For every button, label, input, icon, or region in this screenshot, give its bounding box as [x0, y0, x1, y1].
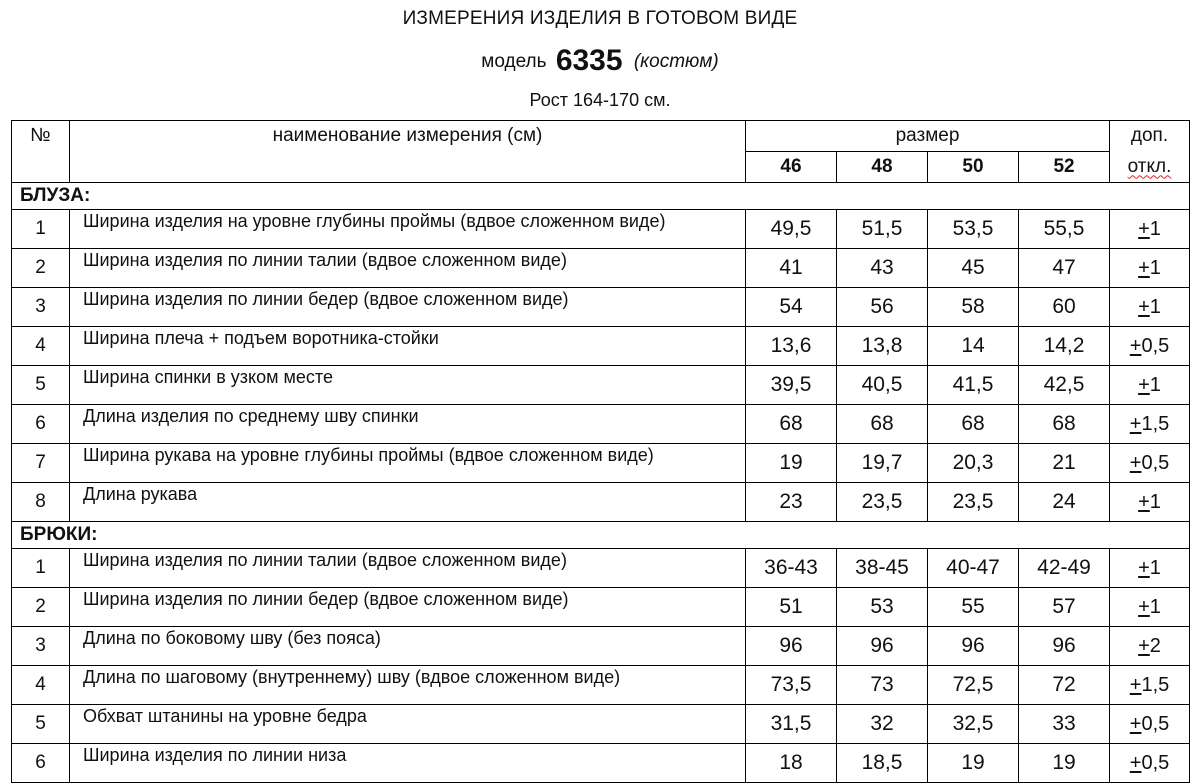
column-header-deviation: доп.: [1110, 121, 1190, 152]
deviation-number: 1: [1149, 596, 1161, 618]
plus-minus-sign: +: [1129, 335, 1142, 357]
height-range: Рост 164-170 см.: [529, 90, 671, 110]
table-row: [12, 366, 1190, 405]
measurement-name: Ширина изделия по линии бедер (вдвое сложенном виде): [70, 288, 746, 327]
deviation-value: [1110, 327, 1190, 366]
size-value: 58: [928, 288, 1019, 327]
deviation-number: 2: [1149, 635, 1161, 657]
plus-minus-sign: +: [1129, 752, 1142, 774]
size-value: 23: [746, 483, 837, 522]
size-value: 21: [1019, 444, 1110, 483]
row-number: 4: [12, 327, 70, 366]
size-value: 96: [928, 627, 1019, 666]
deviation-number: 1: [1149, 218, 1161, 240]
row-number: 6: [12, 405, 70, 444]
size-value: 33: [1019, 705, 1110, 744]
size-value: 42,5: [1019, 366, 1110, 405]
plus-minus-sign: +: [1138, 257, 1150, 279]
measurement-name: Ширина изделия по линии талии (вдвое сложенном виде): [70, 249, 746, 288]
deviation-number: 0,5: [1141, 752, 1170, 774]
size-value: 41: [746, 249, 837, 288]
size-value: 20,3: [928, 444, 1019, 483]
deviation-number: 1: [1149, 257, 1161, 279]
size-value: 24: [1019, 483, 1110, 522]
table-row: [12, 444, 1190, 483]
model-prefix: модель: [481, 51, 547, 72]
column-header-deviation-line2: [1110, 152, 1190, 183]
size-value: 39,5: [746, 366, 837, 405]
document-title: ИЗМЕРЕНИЯ ИЗДЕЛИЯ В ГОТОВОМ ВИДЕ: [402, 8, 798, 29]
size-value: 14: [928, 327, 1019, 366]
deviation-value: [1110, 744, 1190, 783]
size-value: 96: [1019, 627, 1110, 666]
table-row: [12, 483, 1190, 522]
size-value: 19,7: [837, 444, 928, 483]
section-row: [12, 183, 1190, 210]
deviation-value: [1110, 444, 1190, 483]
size-value: 31,5: [746, 705, 837, 744]
deviation-abbrev: откл.: [1127, 155, 1172, 177]
size-value: 36-43: [746, 549, 837, 588]
measurement-name: Длина рукава: [70, 483, 746, 522]
size-value: 38-45: [837, 549, 928, 588]
deviation-number: 1: [1149, 557, 1161, 579]
measurement-name: Длина по шаговому (внутреннему) шву (вдвое сложенном виде): [70, 666, 746, 705]
plus-minus-sign: +: [1138, 374, 1150, 396]
size-value: 68: [928, 405, 1019, 444]
row-number: 7: [12, 444, 70, 483]
plus-minus-sign: +: [1138, 218, 1150, 240]
deviation-number: 1: [1149, 374, 1161, 396]
deviation-value: [1110, 483, 1190, 522]
size-value: 51: [746, 588, 837, 627]
table-row: [12, 210, 1190, 249]
deviation-value: [1110, 588, 1190, 627]
row-number: 5: [12, 705, 70, 744]
row-number: 2: [12, 588, 70, 627]
measurement-name: Ширина рукава на уровне глубины проймы (вдвое сложенном виде): [70, 444, 746, 483]
size-value: 32: [837, 705, 928, 744]
deviation-value: [1110, 366, 1190, 405]
size-value: 32,5: [928, 705, 1019, 744]
deviation-number: 1,5: [1141, 674, 1170, 696]
size-value: 72: [1019, 666, 1110, 705]
size-value: 72,5: [928, 666, 1019, 705]
size-value: 68: [837, 405, 928, 444]
measurement-name: Обхват штанины на уровне бедра: [70, 705, 746, 744]
table-row: [12, 744, 1190, 783]
deviation-number: 0,5: [1141, 335, 1170, 357]
size-value: 19: [928, 744, 1019, 783]
deviation-value: [1110, 249, 1190, 288]
deviation-value: [1110, 405, 1190, 444]
measurements-table: [11, 120, 1190, 783]
measurement-name: Ширина спинки в узком месте: [70, 366, 746, 405]
deviation-number: 1: [1149, 491, 1161, 513]
row-number: 4: [12, 666, 70, 705]
table-header: [12, 121, 1190, 183]
size-value: 53,5: [928, 210, 1019, 249]
deviation-value: [1110, 549, 1190, 588]
section-title: БЛУЗА:: [12, 183, 1190, 210]
size-value: 73,5: [746, 666, 837, 705]
size-value: 68: [746, 405, 837, 444]
deviation-value: [1110, 666, 1190, 705]
size-value: 53: [837, 588, 928, 627]
size-value: 14,2: [1019, 327, 1110, 366]
measurement-name: Длина изделия по среднему шву спинки: [70, 405, 746, 444]
size-value: 41,5: [928, 366, 1019, 405]
size-value: 13,6: [746, 327, 837, 366]
size-value: 56: [837, 288, 928, 327]
size-value: 23,5: [928, 483, 1019, 522]
column-header-name: наименование измерения (см): [70, 121, 746, 183]
row-number: 3: [12, 627, 70, 666]
table-row: [12, 405, 1190, 444]
deviation-number: 0,5: [1141, 713, 1170, 735]
size-value: 18: [746, 744, 837, 783]
size-value: 57: [1019, 588, 1110, 627]
row-number: 1: [12, 210, 70, 249]
column-header-size: размер: [746, 121, 1110, 152]
row-number: 8: [12, 483, 70, 522]
size-value: 96: [837, 627, 928, 666]
row-number: 3: [12, 288, 70, 327]
deviation-value: [1110, 627, 1190, 666]
deviation-number: 1,5: [1141, 413, 1170, 435]
size-value: 55: [928, 588, 1019, 627]
size-header: 52: [1019, 152, 1110, 183]
table-row: [12, 288, 1190, 327]
section-title: БРЮКИ:: [12, 522, 1190, 549]
table-row: [12, 588, 1190, 627]
size-value: 49,5: [746, 210, 837, 249]
row-number: 6: [12, 744, 70, 783]
size-value: 96: [746, 627, 837, 666]
table-row: [12, 666, 1190, 705]
measurement-name: Ширина изделия на уровне глубины проймы (вдвое сложенном виде): [70, 210, 746, 249]
row-number: 2: [12, 249, 70, 288]
model-number: 6335: [555, 44, 623, 77]
size-value: 45: [928, 249, 1019, 288]
model-line: [0, 44, 1200, 78]
size-value: 73: [837, 666, 928, 705]
measurement-name: Ширина изделия по линии талии (вдвое сложенном виде): [70, 549, 746, 588]
size-value: 19: [746, 444, 837, 483]
table-row: [12, 549, 1190, 588]
plus-minus-sign: +: [1129, 413, 1142, 435]
size-value: 47: [1019, 249, 1110, 288]
size-value: 51,5: [837, 210, 928, 249]
size-header: 48: [837, 152, 928, 183]
table-row: [12, 705, 1190, 744]
measurement-name: Ширина изделия по линии низа: [70, 744, 746, 783]
size-value: 40-47: [928, 549, 1019, 588]
section-row: [12, 522, 1190, 549]
deviation-value: [1110, 288, 1190, 327]
plus-minus-sign: +: [1129, 452, 1142, 474]
measurement-name: Ширина изделия по линии бедер (вдвое сложенном виде): [70, 588, 746, 627]
size-header: 46: [746, 152, 837, 183]
size-value: 42-49: [1019, 549, 1110, 588]
size-value: 43: [837, 249, 928, 288]
row-number: 5: [12, 366, 70, 405]
size-value: 40,5: [837, 366, 928, 405]
deviation-number: 0,5: [1141, 452, 1170, 474]
size-value: 19: [1019, 744, 1110, 783]
plus-minus-sign: +: [1129, 674, 1142, 696]
table-row: [12, 249, 1190, 288]
table-row: [12, 327, 1190, 366]
size-value: 60: [1019, 288, 1110, 327]
model-kind: (костюм): [633, 51, 719, 72]
row-number: 1: [12, 549, 70, 588]
plus-minus-sign: +: [1138, 596, 1150, 618]
deviation-value: [1110, 705, 1190, 744]
measurement-name: Ширина плеча + подъем воротника-стойки: [70, 327, 746, 366]
size-value: 18,5: [837, 744, 928, 783]
table-row: [12, 627, 1190, 666]
table-body: [12, 183, 1190, 783]
column-header-number: №: [12, 121, 70, 183]
size-header: 50: [928, 152, 1019, 183]
size-value: 55,5: [1019, 210, 1110, 249]
deviation-number: 1: [1149, 296, 1161, 318]
plus-minus-sign: +: [1138, 296, 1150, 318]
size-value: 54: [746, 288, 837, 327]
plus-minus-sign: +: [1138, 635, 1150, 657]
deviation-value: [1110, 210, 1190, 249]
measurement-name: Длина по боковому шву (без пояса): [70, 627, 746, 666]
plus-minus-sign: +: [1138, 557, 1150, 579]
size-value: 23,5: [837, 483, 928, 522]
size-value: 13,8: [837, 327, 928, 366]
size-value: 68: [1019, 405, 1110, 444]
plus-minus-sign: +: [1138, 491, 1150, 513]
plus-minus-sign: +: [1129, 713, 1142, 735]
